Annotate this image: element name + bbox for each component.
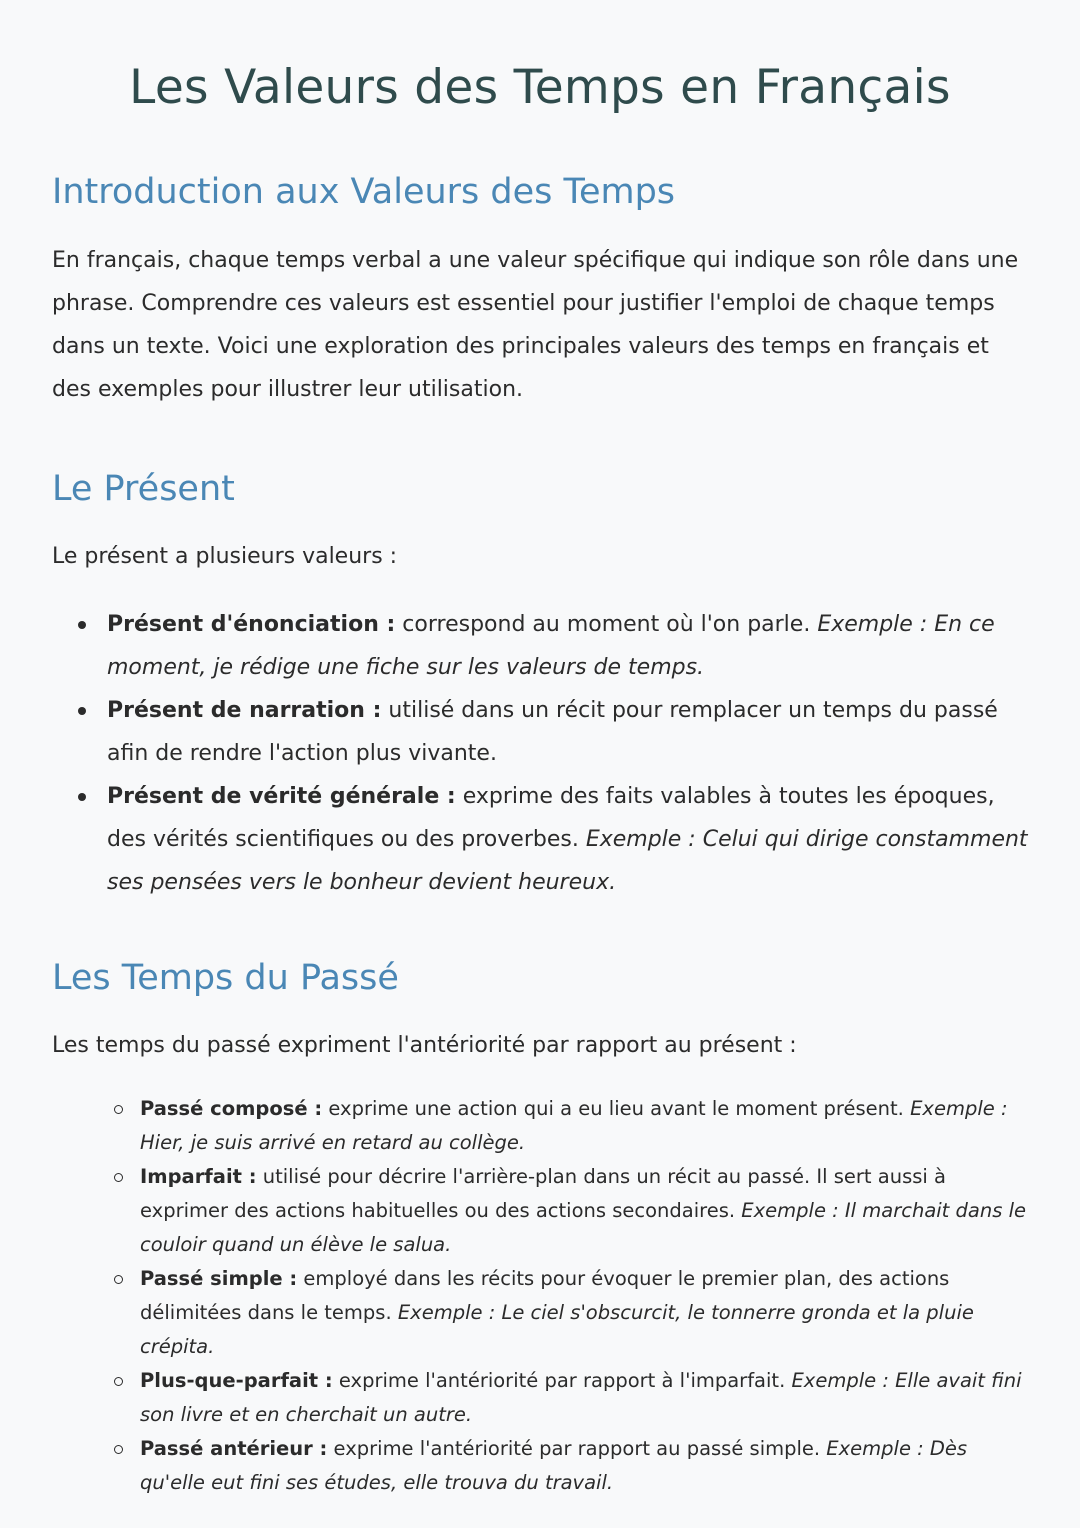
item-example: Exemple : Hier, je suis arrivé en retard au collège.: [140, 1097, 1008, 1154]
circle-bullet-icon: [114, 1173, 123, 1182]
item-term: Présent d'énonciation :: [107, 612, 396, 637]
item-description: employé dans les récits pour évoquer le premier plan, des actions délimitées dans le temps.: [140, 1267, 950, 1324]
circle-bullet-icon: [114, 1377, 123, 1386]
item-example: Exemple : Elle avait fini son livre et en cherchait un autre.: [140, 1369, 1022, 1426]
passe-lead: Les temps du passé expriment l'antériorité par rapport au présent :: [52, 1033, 797, 1058]
circle-bullet-icon: [114, 1275, 123, 1284]
item-description: exprime des faits valables à toutes les époques, des vérités scientifiques ou des proverbes.: [107, 784, 995, 852]
circle-bullet-icon: [114, 1105, 123, 1114]
list-item: [107, 689, 1028, 775]
present-lead: Le présent a plusieurs valeurs :: [52, 544, 398, 569]
circle-bullet-icon: [114, 1445, 123, 1454]
list-item: [107, 775, 1028, 904]
item-term: Passé simple :: [140, 1267, 298, 1290]
item-term: Passé antérieur :: [140, 1437, 328, 1460]
item-description: utilisé dans un récit pour remplacer un temps du passé afin de rendre l'action plus vivante.: [107, 698, 998, 766]
item-term: Plus-que-parfait :: [140, 1369, 333, 1392]
item-example: Exemple : Dès qu'elle eut fini ses études, elle trouva du travail.: [140, 1437, 968, 1494]
item-description: exprime l'antériorité par rapport à l'imparfait.: [332, 1369, 792, 1392]
list-item: [140, 1364, 1028, 1432]
bullet-icon: [78, 621, 86, 629]
list-item: [140, 1262, 1028, 1364]
item-description: utilisé pour décrire l'arrière-plan dans un récit au passé. Il sert aussi à exprimer des actions habituelles ou des actions secondaires.: [140, 1165, 946, 1222]
bullet-icon: [78, 793, 86, 801]
item-term: Présent de vérité générale :: [107, 784, 456, 809]
item-description: correspond au moment où l'on parle.: [395, 612, 818, 637]
list-item: [140, 1160, 1028, 1262]
list-item: [140, 1092, 1028, 1160]
item-example: Exemple : En ce moment, je rédige une fiche sur les valeurs de temps.: [107, 612, 995, 680]
item-term: Imparfait :: [140, 1165, 257, 1188]
item-example: Exemple : Le ciel s'obscurcit, le tonnerre gronda et la pluie crépita.: [140, 1301, 974, 1358]
passe-list: [52, 1092, 1028, 1500]
item-description: exprime l'antériorité par rapport au passé simple.: [327, 1437, 827, 1460]
present-heading: Le Présent: [52, 469, 235, 509]
page-title: Les Valeurs des Temps en Français: [129, 60, 951, 115]
present-list: [52, 603, 1028, 904]
item-example: Exemple : Celui qui dirige constamment ses pensées vers le bonheur devient heureux.: [107, 827, 1028, 895]
list-item: [140, 1432, 1028, 1500]
intro-heading: Introduction aux Valeurs des Temps: [52, 172, 676, 212]
item-example: Exemple : Il marchait dans le couloir quand un élève le salua.: [140, 1199, 1026, 1256]
passe-heading: Les Temps du Passé: [52, 958, 399, 998]
intro-paragraph: En français, chaque temps verbal a une valeur spécifique qui indique son rôle dans une phrase. Comprendre ces valeurs est essentiel pour justifier l'emploi de chaque temps dans un texte. Voici une exploration des principales valeurs des temps en français et des exemples pour illustrer leur utilisation.: [52, 248, 1019, 402]
item-term: Passé composé :: [140, 1097, 323, 1120]
bullet-icon: [78, 707, 86, 715]
item-description: exprime une action qui a eu lieu avant le moment présent.: [322, 1097, 911, 1120]
item-term: Présent de narration :: [107, 698, 382, 723]
list-item: [107, 603, 1028, 689]
